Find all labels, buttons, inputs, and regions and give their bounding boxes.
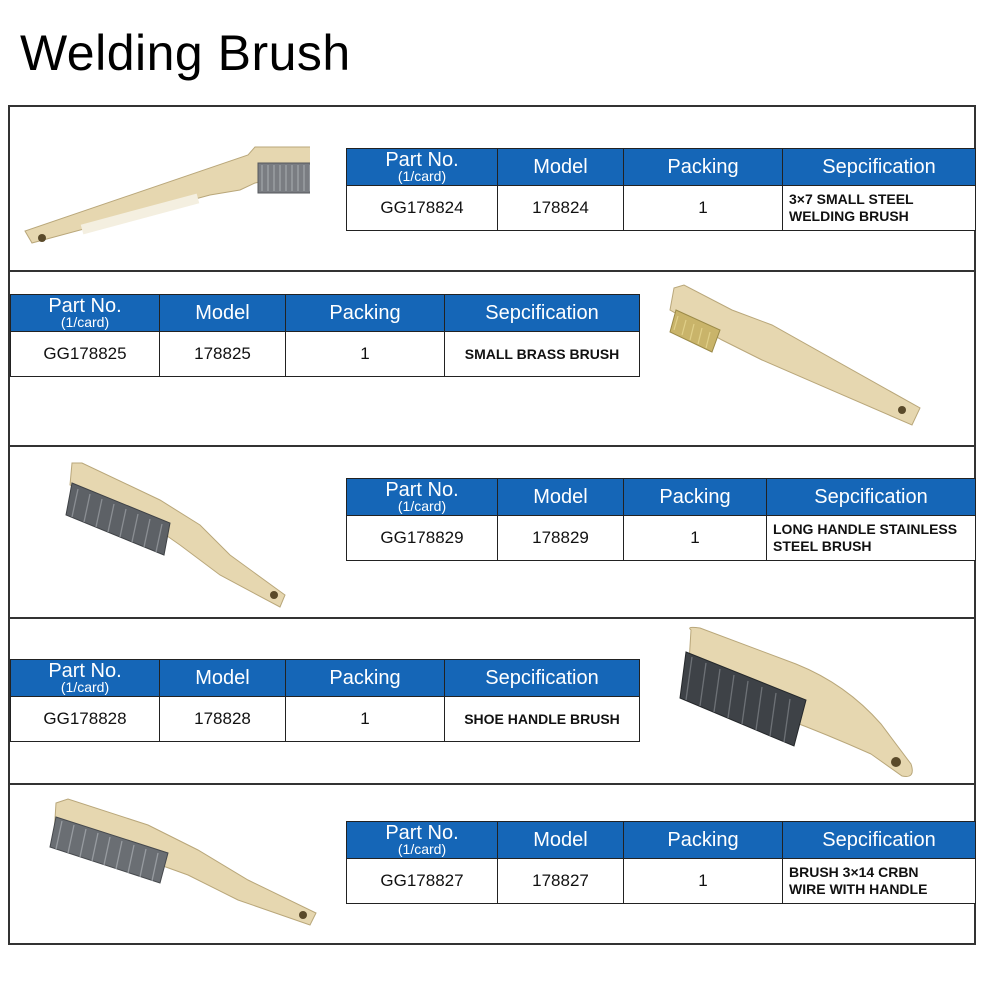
col-header-part-no: Part No. (1/card) [11, 295, 160, 332]
page-title: Welding Brush [20, 25, 351, 81]
brush-image-steel-small [20, 135, 310, 260]
spec-table [346, 821, 976, 904]
row-divider [8, 445, 976, 447]
col-header-part-no: Part No. (1/card) [347, 822, 498, 859]
spec-table [346, 148, 976, 231]
col-header-model: Model [498, 149, 624, 186]
part-no-cell: GG178825 [11, 332, 160, 377]
col-header-packing: Packing [624, 479, 767, 516]
model-cell: 178824 [498, 186, 624, 231]
part-no-cell: GG178828 [11, 697, 160, 742]
packing-cell: 1 [624, 186, 783, 231]
col-header-model: Model [498, 479, 624, 516]
spec-table [346, 478, 976, 561]
model-cell: 178825 [160, 332, 286, 377]
brush-image-brass-small [662, 280, 932, 430]
model-cell: 178829 [498, 516, 624, 561]
row-divider [8, 270, 976, 272]
model-cell: 178828 [160, 697, 286, 742]
packing-cell: 1 [624, 859, 783, 904]
col-header-packing: Packing [624, 149, 783, 186]
spec-table [10, 659, 640, 742]
row-divider [8, 617, 976, 619]
col-header-model: Model [160, 660, 286, 697]
part-no-cell: GG178829 [347, 516, 498, 561]
spec-cell: 3×7 SMALL STEEL WELDING BRUSH [783, 186, 976, 231]
col-header-part-no: Part No. (1/card) [347, 149, 498, 186]
model-cell: 178827 [498, 859, 624, 904]
col-header-spec: Sepcification [783, 149, 976, 186]
part-no-cell: GG178827 [347, 859, 498, 904]
packing-cell: 1 [624, 516, 767, 561]
col-header-model: Model [160, 295, 286, 332]
col-header-spec: Sepcification [783, 822, 976, 859]
part-no-cell: GG178824 [347, 186, 498, 231]
brush-image-carbon-wire [48, 795, 323, 930]
spec-cell: BRUSH 3×14 CRBN WIRE WITH HANDLE [783, 859, 976, 904]
brush-image-long-handle-stainless [60, 455, 300, 615]
col-header-packing: Packing [286, 295, 445, 332]
spec-cell: SHOE HANDLE BRUSH [445, 697, 640, 742]
col-header-packing: Packing [624, 822, 783, 859]
col-header-part-no: Part No. (1/card) [11, 660, 160, 697]
col-header-spec: Sepcification [445, 295, 640, 332]
spec-cell: SMALL BRASS BRUSH [445, 332, 640, 377]
col-header-spec: Sepcification [767, 479, 976, 516]
col-header-spec: Sepcification [445, 660, 640, 697]
spec-table [10, 294, 640, 377]
packing-cell: 1 [286, 697, 445, 742]
col-header-packing: Packing [286, 660, 445, 697]
col-header-part-no: Part No. (1/card) [347, 479, 498, 516]
col-header-model: Model [498, 822, 624, 859]
brush-image-shoe-handle [676, 624, 921, 784]
spec-cell: LONG HANDLE STAINLESS STEEL BRUSH [767, 516, 976, 561]
packing-cell: 1 [286, 332, 445, 377]
